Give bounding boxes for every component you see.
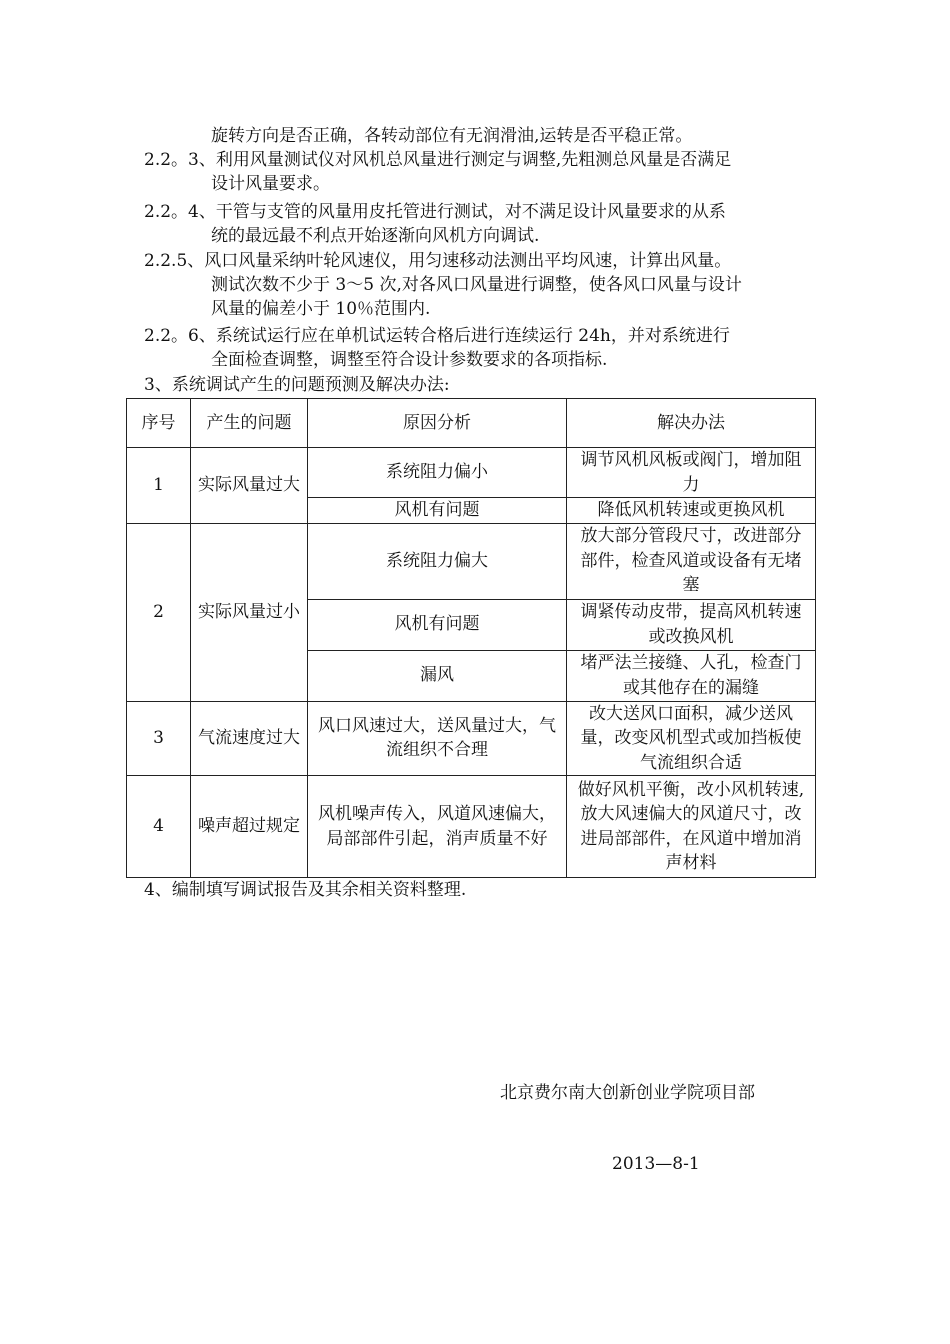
- text-line: 2.2。3、利用风量测试仪对风机总风量进行测定与调整,先粗测总风量是否满足: [144, 150, 732, 170]
- cell-problem: 噪声超过规定: [191, 776, 308, 878]
- cell-solution: 做好风机平衡，改小风机转速,放大风速偏大的风道尺寸，改进局部部件，在风道中增加消声材料: [567, 776, 816, 878]
- header-solution: 解决办法: [567, 399, 816, 448]
- cell-solution: 调节风机风板或阀门，增加阻力: [567, 448, 816, 498]
- problems-table: [126, 398, 816, 878]
- table-row: [127, 701, 816, 776]
- cell-cause: 风机噪声传入，风道风速偏大，局部部件引起，消声质量不好: [308, 776, 567, 878]
- cell-cause: 系统阻力偏大: [308, 523, 567, 599]
- table-row: [127, 523, 816, 599]
- cell-problem: 实际风量过大: [191, 448, 308, 524]
- table-row: [127, 448, 816, 498]
- text-line: 旋转方向是否正确，各转动部位有无润滑油,运转是否平稳正常。: [211, 126, 693, 146]
- text-line: 测试次数不少于 3～5 次,对各风口风量进行调整，使各风口风量与设计: [211, 275, 742, 295]
- text-line: 设计风量要求。: [211, 174, 330, 194]
- organization-name: 北京费尔南大创新创业学院项目部: [500, 1083, 755, 1103]
- cell-no: 1: [127, 448, 191, 524]
- text-line: 统的最远最不利点开始逐渐向风机方向调试.: [211, 226, 540, 246]
- text-line: 全面检查调整，调整至符合设计参数要求的各项指标.: [211, 350, 608, 370]
- cell-no: 4: [127, 776, 191, 878]
- cell-cause: 风机有问题: [308, 599, 567, 650]
- cell-no: 2: [127, 523, 191, 701]
- cell-solution: 降低风机转速或更换风机: [567, 498, 816, 524]
- cell-cause: 风口风速过大，送风量过大，气流组织不合理: [308, 701, 567, 776]
- cell-no: 3: [127, 701, 191, 776]
- table-row: [127, 776, 816, 878]
- cell-solution: 堵严法兰接缝、人孔，检查门或其他存在的漏缝: [567, 650, 816, 701]
- text-line: 2.2.5、风口风量采纳叶轮风速仪，用匀速移动法测出平均风速，计算出风量。: [144, 251, 732, 271]
- cell-problem: 气流速度过大: [191, 701, 308, 776]
- text-line: 2.2。4、干管与支管的风量用皮托管进行测试，对不满足设计风量要求的从系: [144, 202, 726, 222]
- cell-cause: 系统阻力偏小: [308, 448, 567, 498]
- cell-solution: 放大部分管段尺寸，改进部分部件，检查风道或设备有无堵塞: [567, 523, 816, 599]
- text-line: 4、编制填写调试报告及其余相关资料整理.: [144, 880, 467, 900]
- header-no: 序号: [127, 399, 191, 448]
- cell-solution: 调紧传动皮带，提高风机转速或改换风机: [567, 599, 816, 650]
- document-date: 2013—8-1: [612, 1154, 700, 1174]
- text-line: 2.2。6、系统试运行应在单机试运转合格后进行连续运行 24h，并对系统进行: [144, 326, 730, 346]
- text-line: 风量的偏差小于 10％范围内.: [211, 299, 431, 319]
- header-cause: 原因分析: [308, 399, 567, 448]
- cell-cause: 漏风: [308, 650, 567, 701]
- text-line: 3、系统调试产生的问题预测及解决办法:: [144, 375, 450, 395]
- cell-solution: 改大送风口面积，减少送风量，改变风机型式或加挡板使气流组织合适: [567, 701, 816, 776]
- table-header-row: [127, 399, 816, 448]
- cell-cause: 风机有问题: [308, 498, 567, 524]
- header-problem: 产生的问题: [191, 399, 308, 448]
- cell-problem: 实际风量过小: [191, 523, 308, 701]
